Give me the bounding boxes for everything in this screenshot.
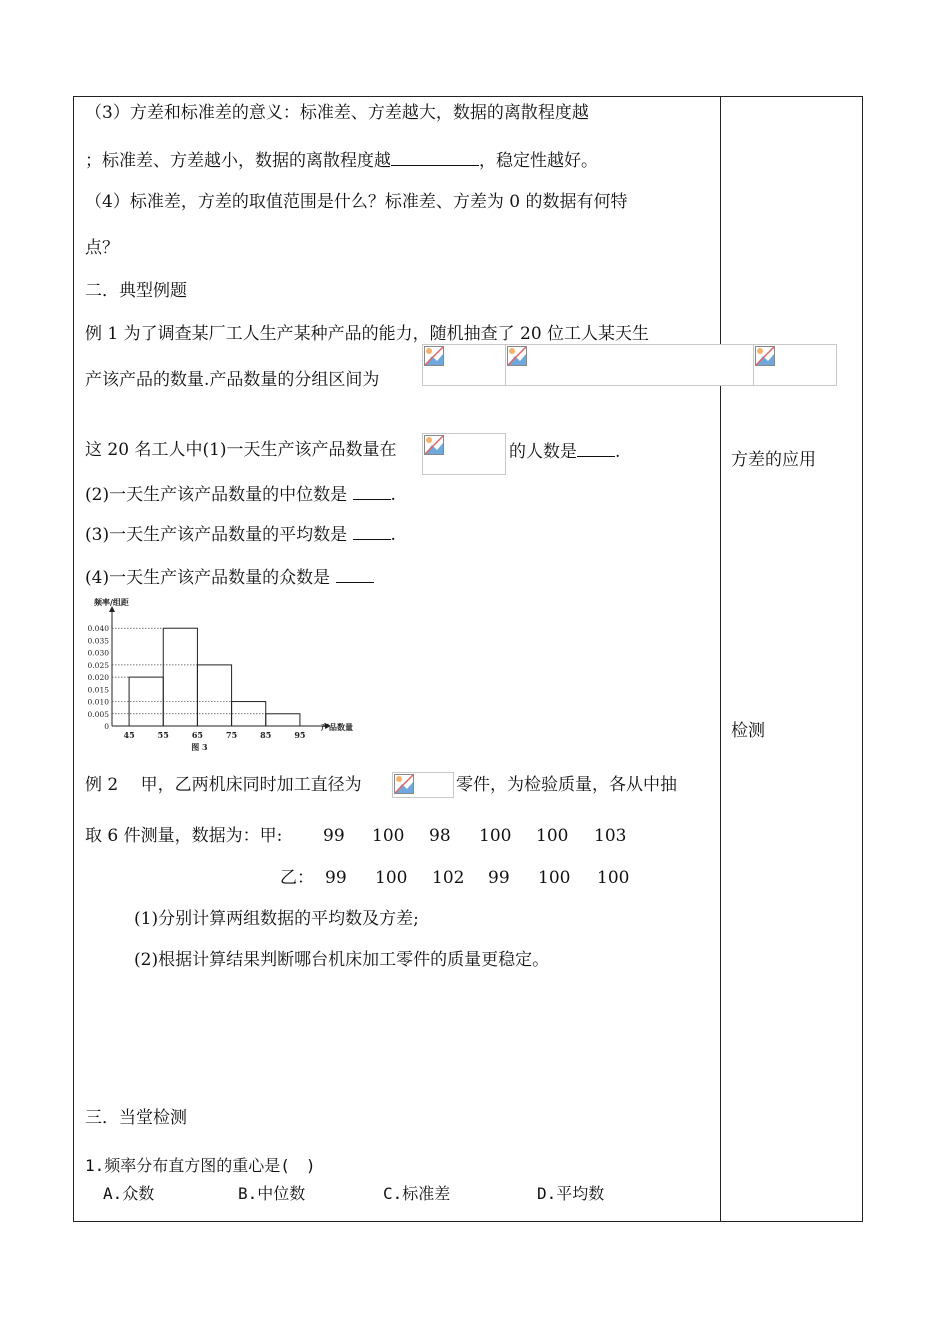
x-axis-label: 产品数量 [321, 722, 353, 732]
y-tick-label: 0.025 [87, 660, 109, 670]
broken-image-icon [424, 346, 444, 366]
example1-line2: 产该产品的数量.产品数量的分组区间为 [85, 370, 380, 390]
question-2: (2)一天生产该产品数量的中位数是 . [85, 481, 396, 507]
sub-question-1: (1)分别计算两组数据的平均数及方差; [134, 909, 419, 929]
broken-image-icon [755, 346, 775, 366]
x-tick-label: 85 [260, 730, 272, 740]
line-range-question: （4）标准差，方差的取值范围是什么？标准差、方差为 0 的数据有何特 [85, 192, 628, 212]
y-tick-label: 0.010 [87, 697, 109, 707]
example2-line1: 例 2 甲，乙两机床同时加工直径为 [85, 775, 362, 795]
side-label-test: 检测 [731, 721, 765, 741]
y-axis-label: 频率/组距 [94, 597, 129, 607]
y-tick-label: 0.040 [87, 624, 109, 634]
answer-blank[interactable] [353, 481, 391, 500]
x-tick-label: 45 [123, 730, 135, 740]
data-value: 103 [594, 826, 627, 846]
broken-image [422, 433, 506, 475]
data-value: 100 [479, 826, 512, 846]
example2-line2: 取 6 件测量，数据为：甲: [85, 826, 283, 846]
histogram-bar [197, 665, 231, 726]
x-tick-label: 65 [191, 730, 203, 740]
histogram-bar [232, 702, 266, 726]
histogram-bar [266, 714, 300, 726]
example2-label-yi: 乙： [280, 868, 314, 888]
broken-image [753, 344, 837, 386]
option-c[interactable]: C.标准差 [383, 1184, 451, 1203]
test-question-1: 1.频率分布直方图的重心是( ) [85, 1156, 316, 1175]
data-value: 99 [325, 868, 347, 888]
data-value: 100 [375, 868, 408, 888]
y-tick-label: 0.015 [87, 685, 109, 695]
x-tick-label: 55 [157, 730, 169, 740]
question-1-answer: 的人数是 . [509, 438, 620, 464]
y-tick-label: 0.035 [87, 636, 109, 646]
option-a[interactable]: A.众数 [103, 1184, 155, 1203]
y-tick-label: 0.030 [87, 648, 109, 658]
x-tick-label: 75 [226, 730, 238, 740]
answer-blank[interactable] [577, 438, 615, 457]
column-divider [720, 96, 721, 1222]
broken-image-icon [507, 346, 527, 366]
broken-image [392, 772, 454, 798]
question-1: 这 20 名工人中(1)一天生产该产品数量在 [85, 440, 397, 460]
data-value: 100 [372, 826, 405, 846]
broken-image [422, 344, 506, 386]
line-variance-meaning: （3）方差和标准差的意义：标准差、方差越大，数据的离散程度越 [85, 103, 589, 123]
question-3: (3)一天生产该产品数量的平均数是 . [85, 521, 396, 547]
frequency-histogram [84, 597, 353, 758]
data-value: 100 [597, 868, 630, 888]
answer-blank[interactable] [391, 147, 479, 166]
data-value: 100 [538, 868, 571, 888]
sub-question-2: (2)根据计算结果判断哪台机床加工零件的质量更稳定。 [134, 950, 550, 970]
example1-line1: 例 1 为了调查某厂工人生产某种产品的能力，随机抽查了 20 位工人某天生 [85, 324, 650, 344]
question-4: (4)一天生产该产品数量的众数是 [85, 564, 374, 590]
example2-line1b: 零件，为检验质量，各从中抽 [456, 775, 677, 795]
data-value: 99 [488, 868, 510, 888]
data-value: 98 [429, 826, 451, 846]
option-b[interactable]: B.中位数 [238, 1184, 306, 1203]
option-d[interactable]: D.平均数 [537, 1184, 605, 1203]
line-range-question-2: 点？ [85, 238, 119, 258]
section-heading-examples: 二．典型例题 [85, 281, 187, 301]
y-tick-label: 0.005 [87, 709, 109, 719]
data-value: 100 [536, 826, 569, 846]
section-heading-test: 三．当堂检测 [85, 1108, 187, 1128]
answer-blank[interactable] [353, 521, 391, 540]
answer-blank[interactable] [336, 564, 374, 583]
broken-image-icon [424, 435, 444, 455]
data-value: 102 [432, 868, 465, 888]
line-variance-meaning-2: ；标准差、方差越小，数据的离散程度越 ，稳定性越好。 [85, 147, 598, 173]
side-label-variance-use: 方差的应用 [731, 450, 816, 470]
y-tick-label: 0.020 [87, 673, 109, 683]
y-tick-label: 0 [104, 722, 109, 731]
data-value: 99 [323, 826, 345, 846]
broken-image-icon [394, 774, 414, 794]
x-tick-label: 95 [294, 730, 306, 740]
histogram-bar [163, 628, 197, 726]
broken-image [505, 344, 755, 386]
figure-caption: 图 3 [191, 742, 208, 752]
